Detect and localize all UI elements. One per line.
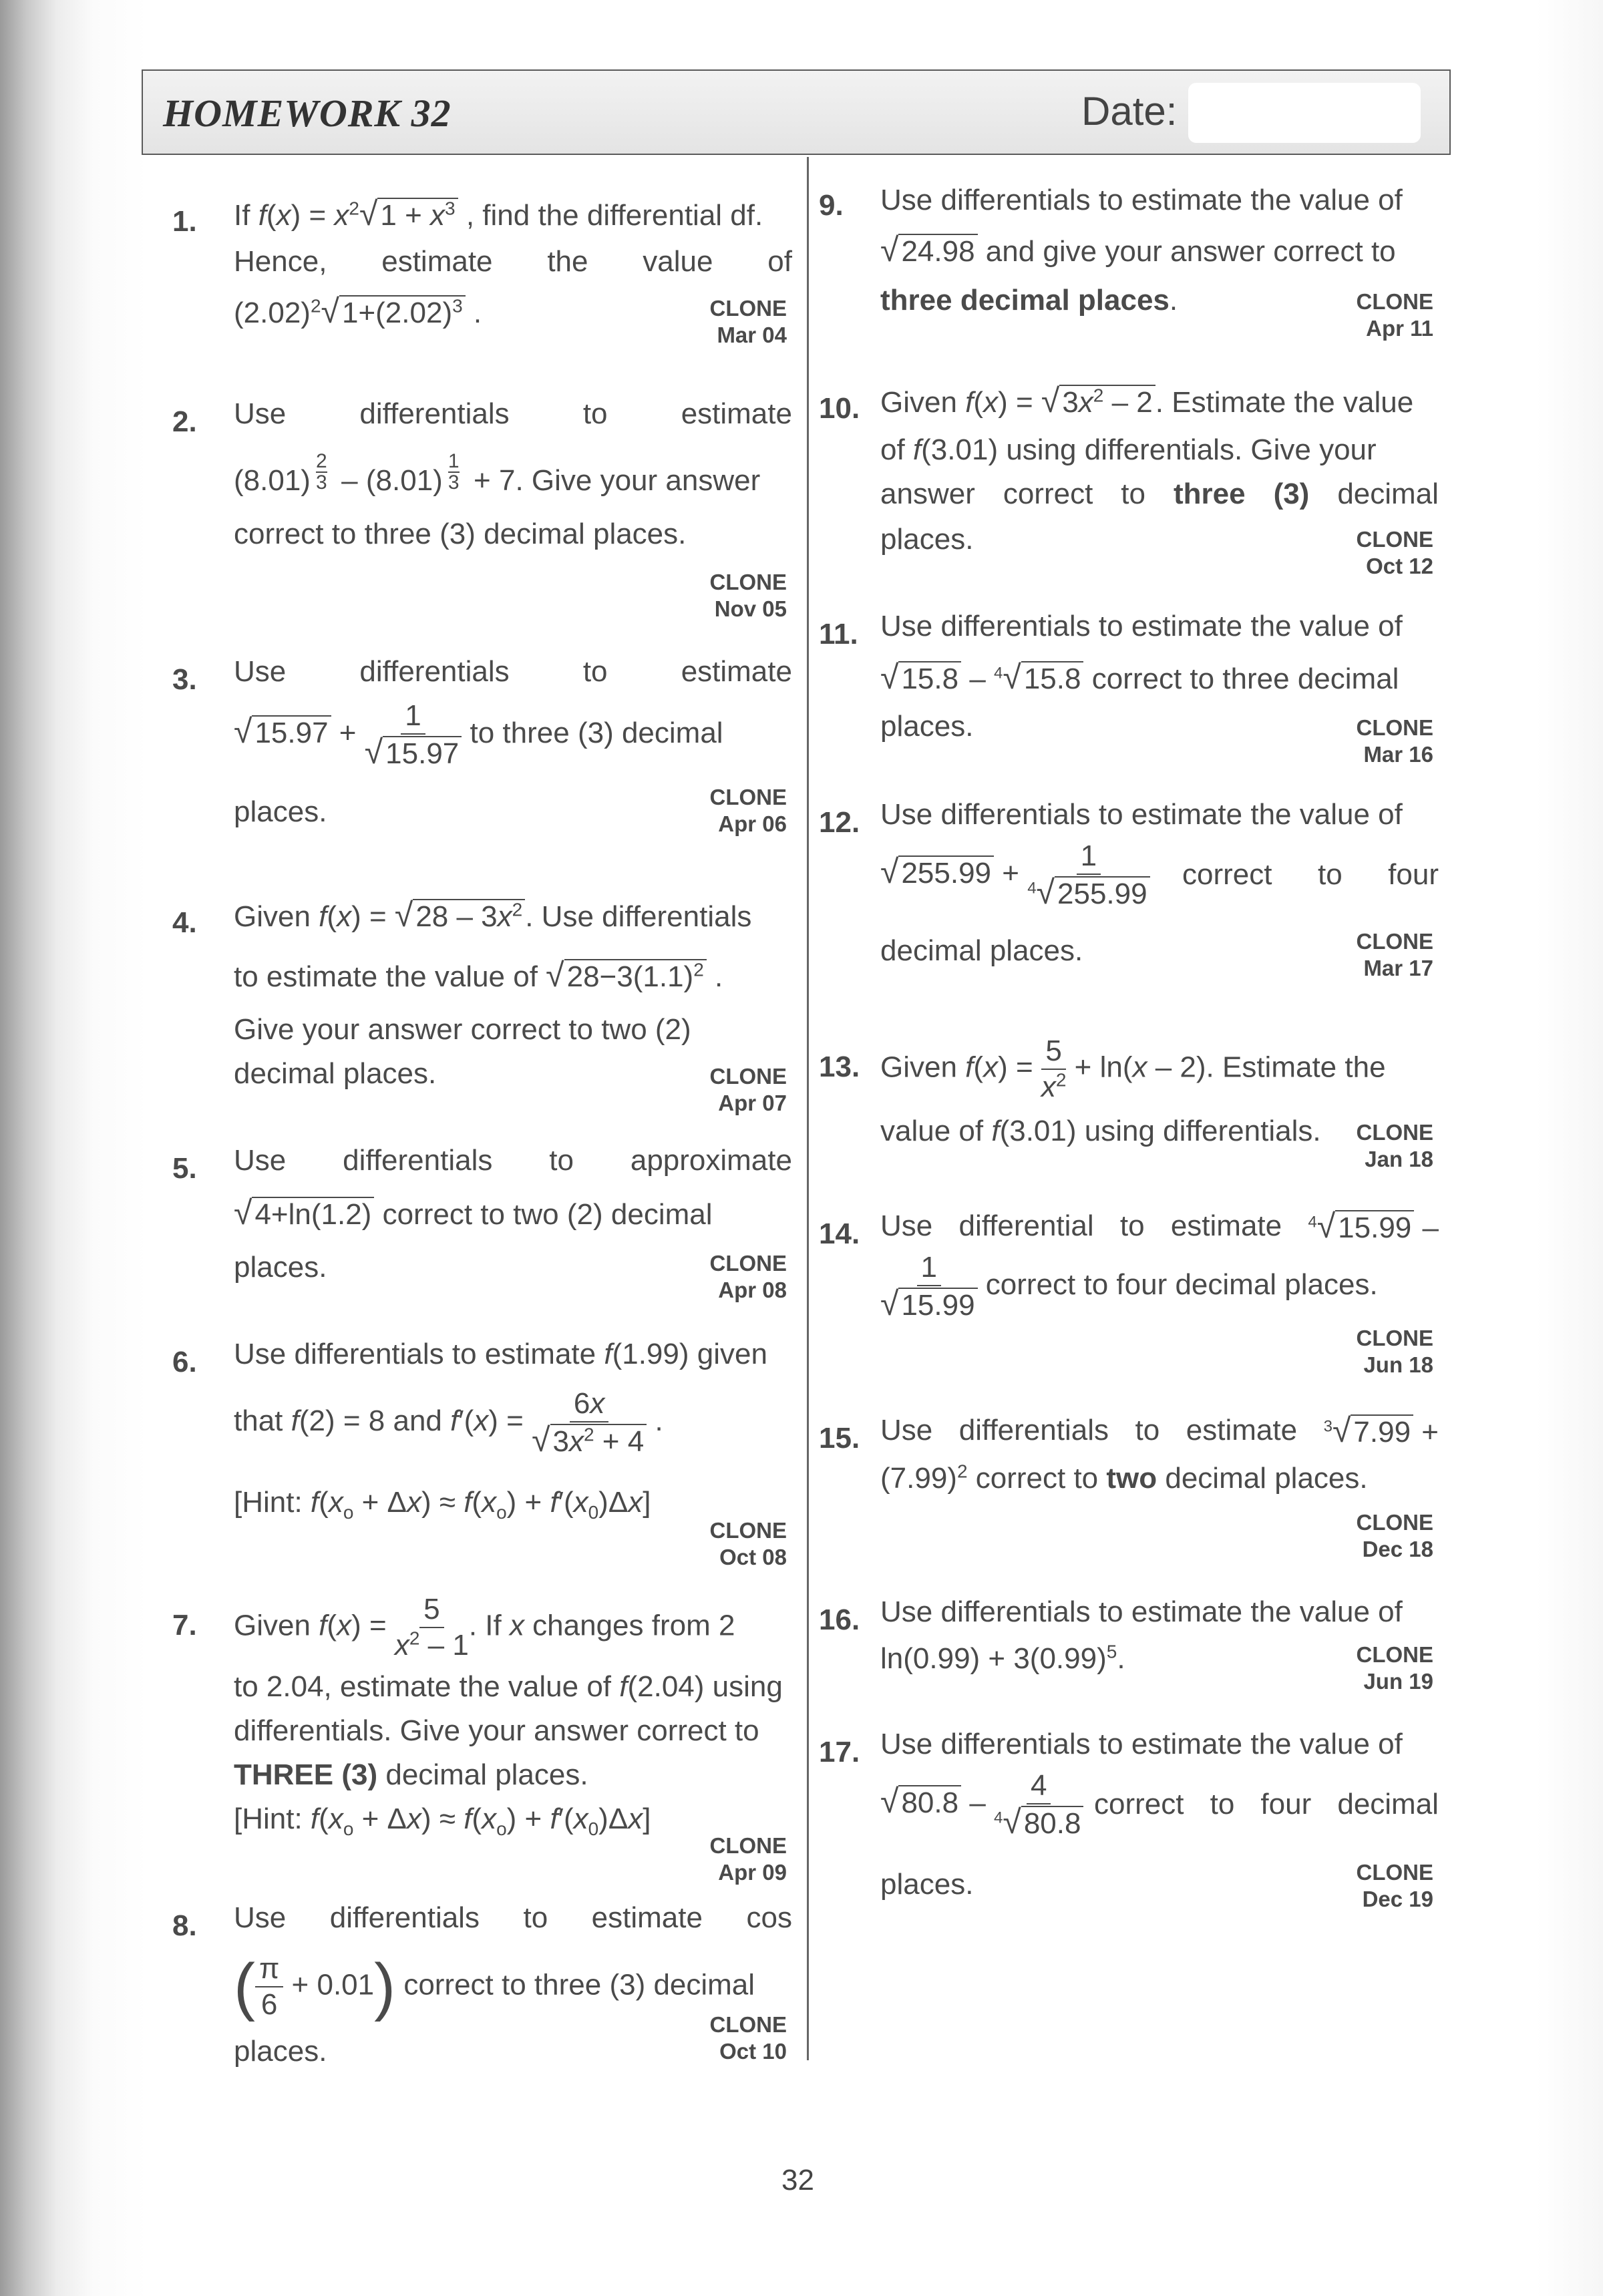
clone-tag: CLONE Oct 08 xyxy=(709,1518,787,1569)
problem-text: √15.8 – $^4$√15.8 correct to three decimal xyxy=(880,658,1399,696)
clone-tag: CLONE Dec 18 xyxy=(1356,1510,1433,1561)
problem-text: If $f(x) = x^2√1 + x^3$ , find the differential df. xyxy=(234,195,763,232)
clone-tag: CLONE Jan 18 xyxy=(1356,1120,1433,1171)
problem-text: $\ln(0.99) + 3(0.99)^5$. xyxy=(880,1641,1125,1675)
problem-text: to estimate the value of $√28-3(1.1)^2$ . xyxy=(234,956,723,994)
problem-text: answer correct to three (3) decimal xyxy=(880,477,1439,510)
clone-tag: CLONE Oct 12 xyxy=(1356,527,1433,578)
clone-tag: CLONE Apr 09 xyxy=(709,1833,787,1885)
problem-number: 7. xyxy=(172,1609,197,1642)
problem-text: $(7.99)^2$ correct to two decimal places. xyxy=(880,1461,1368,1495)
clone-tag: CLONE Apr 08 xyxy=(709,1251,787,1302)
clone-tag: CLONE Mar 04 xyxy=(709,296,787,347)
clone-tag: CLONE Mar 17 xyxy=(1356,929,1433,980)
problem-number: 1. xyxy=(172,205,197,238)
problem-text: Give your answer correct to two (2) xyxy=(234,1013,691,1046)
clone-tag: CLONE Apr 06 xyxy=(709,785,787,836)
clone-tag: CLONE Dec 19 xyxy=(1356,1860,1433,1911)
problem-text: √15.97 + $\frac{1}{√15.97}$ to three (3) decimal xyxy=(234,699,723,771)
homework-header xyxy=(142,69,1451,155)
problem-number: 17. xyxy=(819,1736,860,1768)
problem-text: value of f(3.01) using differentials. xyxy=(880,1115,1321,1147)
problem-text: Use differentials to estimate the value of xyxy=(880,798,1403,831)
problem-text: √4+ln(1.2) correct to two (2) decimal xyxy=(234,1194,713,1231)
problem-number: 15. xyxy=(819,1422,860,1455)
problem-text: Use differentials to estimate the value of xyxy=(880,1595,1403,1628)
problem-number: 4. xyxy=(172,906,197,939)
problem-text: places. xyxy=(880,523,974,556)
problem-text: (8.01) $\frac{2}{3}$ – (8.01) $\frac{1}{3}$ + 7. Give your answer xyxy=(234,450,761,497)
problem-text: √255.99 + $\frac{1}{^4√255.99}$ xyxy=(880,839,1150,912)
problem-number: 13. xyxy=(819,1050,860,1083)
problem-text: Use differential to estimate $^4$√15.99 – xyxy=(880,1207,1439,1245)
problem-text: places. xyxy=(880,1868,974,1901)
problem-text: correct to three (3) decimal places. xyxy=(234,518,687,550)
problem-text: Use differentials to estimate the value of xyxy=(880,1728,1403,1760)
date-field[interactable] xyxy=(1188,83,1421,143)
problem-number: 6. xyxy=(172,1346,197,1378)
problem-number: 2. xyxy=(172,405,197,438)
problem-text: Use differentials to estimate $^3$√7.99 + xyxy=(880,1412,1439,1449)
problem-text: Hence, estimate the value of xyxy=(234,245,792,278)
problem-text: Use differentials to estimate cos xyxy=(234,1901,792,1934)
problem-text: √24.98 and give your answer correct to xyxy=(880,231,1396,268)
problem-text: Use differentials to estimate the value of xyxy=(880,184,1403,216)
problem-text: correct to four decimal xyxy=(1094,1788,1439,1821)
problem-number: 11. xyxy=(819,618,858,650)
problem-text: correct to four xyxy=(1182,858,1439,891)
problem-number: 10. xyxy=(819,392,860,425)
problem-text: to 2.04, estimate the value of f(2.04) using xyxy=(234,1670,783,1703)
clone-tag: CLONE Apr 11 xyxy=(1356,289,1433,341)
problem-number: 16. xyxy=(819,1603,860,1636)
problem-number: 12. xyxy=(819,806,860,839)
clone-tag: CLONE Jun 18 xyxy=(1356,1326,1433,1377)
problem-text: [Hint: $f(x_o + \Delta x) \approx f(x_o) + f'(x_0)\Delta x$] xyxy=(234,1802,651,1839)
problem-text: Use differentials to estimate the value of xyxy=(880,610,1403,642)
problem-text: $\frac{1}{√15.99}$ correct to four decimal places. xyxy=(880,1251,1378,1322)
clone-tag: CLONE Mar 16 xyxy=(1356,715,1433,767)
problem-text: √80.8 – $\frac{4}{^4√80.8}$ xyxy=(880,1768,1083,1841)
problem-text: differentials. Give your answer correct to xyxy=(234,1714,759,1747)
problem-number: 8. xyxy=(172,1909,197,1942)
problem-text: ( $\frac{\pi}{6}$ + 0.01) correct to three (3) decimal xyxy=(234,1951,755,2022)
clone-tag: CLONE Nov 05 xyxy=(709,570,787,621)
clone-tag: CLONE Jun 19 xyxy=(1356,1642,1433,1694)
problem-text: of f(3.01) using differentials. Give your xyxy=(880,433,1377,466)
problem-number: 14. xyxy=(819,1217,860,1250)
clone-tag: CLONE Oct 10 xyxy=(709,2012,787,2064)
clone-tag: CLONE Apr 07 xyxy=(709,1064,787,1115)
problem-text: places. xyxy=(234,795,327,828)
problem-text: places. xyxy=(880,710,974,743)
problem-text: [Hint: $f(x_o + \Delta x) \approx f(x_o) + f'(x_0)\Delta x$] xyxy=(234,1486,651,1523)
page-number: 32 xyxy=(781,2164,814,2196)
column-divider xyxy=(807,157,809,2060)
problem-text: Use differentials to estimate xyxy=(234,655,792,688)
problem-text: places. xyxy=(234,2035,327,2068)
problem-number: 5. xyxy=(172,1152,197,1185)
problem-text: Given f(x) = $\frac{5}{x^2 - 1}$ . If x changes from 2 xyxy=(234,1593,735,1662)
problem-text: three decimal places. xyxy=(880,284,1178,317)
problem-text: Given f(x) = $\frac{5}{x^2}$ + ln(x – 2). Estimate the xyxy=(880,1034,1386,1103)
problem-text: $(2.02)^2√1+(2.02)^3$ . xyxy=(234,293,482,330)
problem-text: places. xyxy=(234,1251,327,1284)
problem-text: decimal places. xyxy=(880,934,1083,967)
problem-number: 9. xyxy=(819,189,844,222)
problem-text: Given $f(x) = √28 - 3x^2$. Use differentials xyxy=(234,896,752,934)
homework-title: HOMEWORK 32 xyxy=(163,91,452,135)
problem-text: decimal places. xyxy=(234,1057,437,1090)
problem-text: Use differentials to approximate xyxy=(234,1144,792,1177)
problem-text: THREE (3) decimal places. xyxy=(234,1758,588,1791)
problem-text: that f(2) = 8 and f′(x) = $\frac{6x}{√3x^2 + 4}$ . xyxy=(234,1387,663,1459)
problem-text: Given $f(x) = √3x^2 - 2$. Estimate the value xyxy=(880,382,1414,419)
date-label: Date: xyxy=(1081,89,1178,134)
problem-text: Use differentials to estimate xyxy=(234,397,792,430)
problem-text: Use differentials to estimate f(1.99) given xyxy=(234,1338,767,1370)
problem-number: 3. xyxy=(172,663,197,696)
